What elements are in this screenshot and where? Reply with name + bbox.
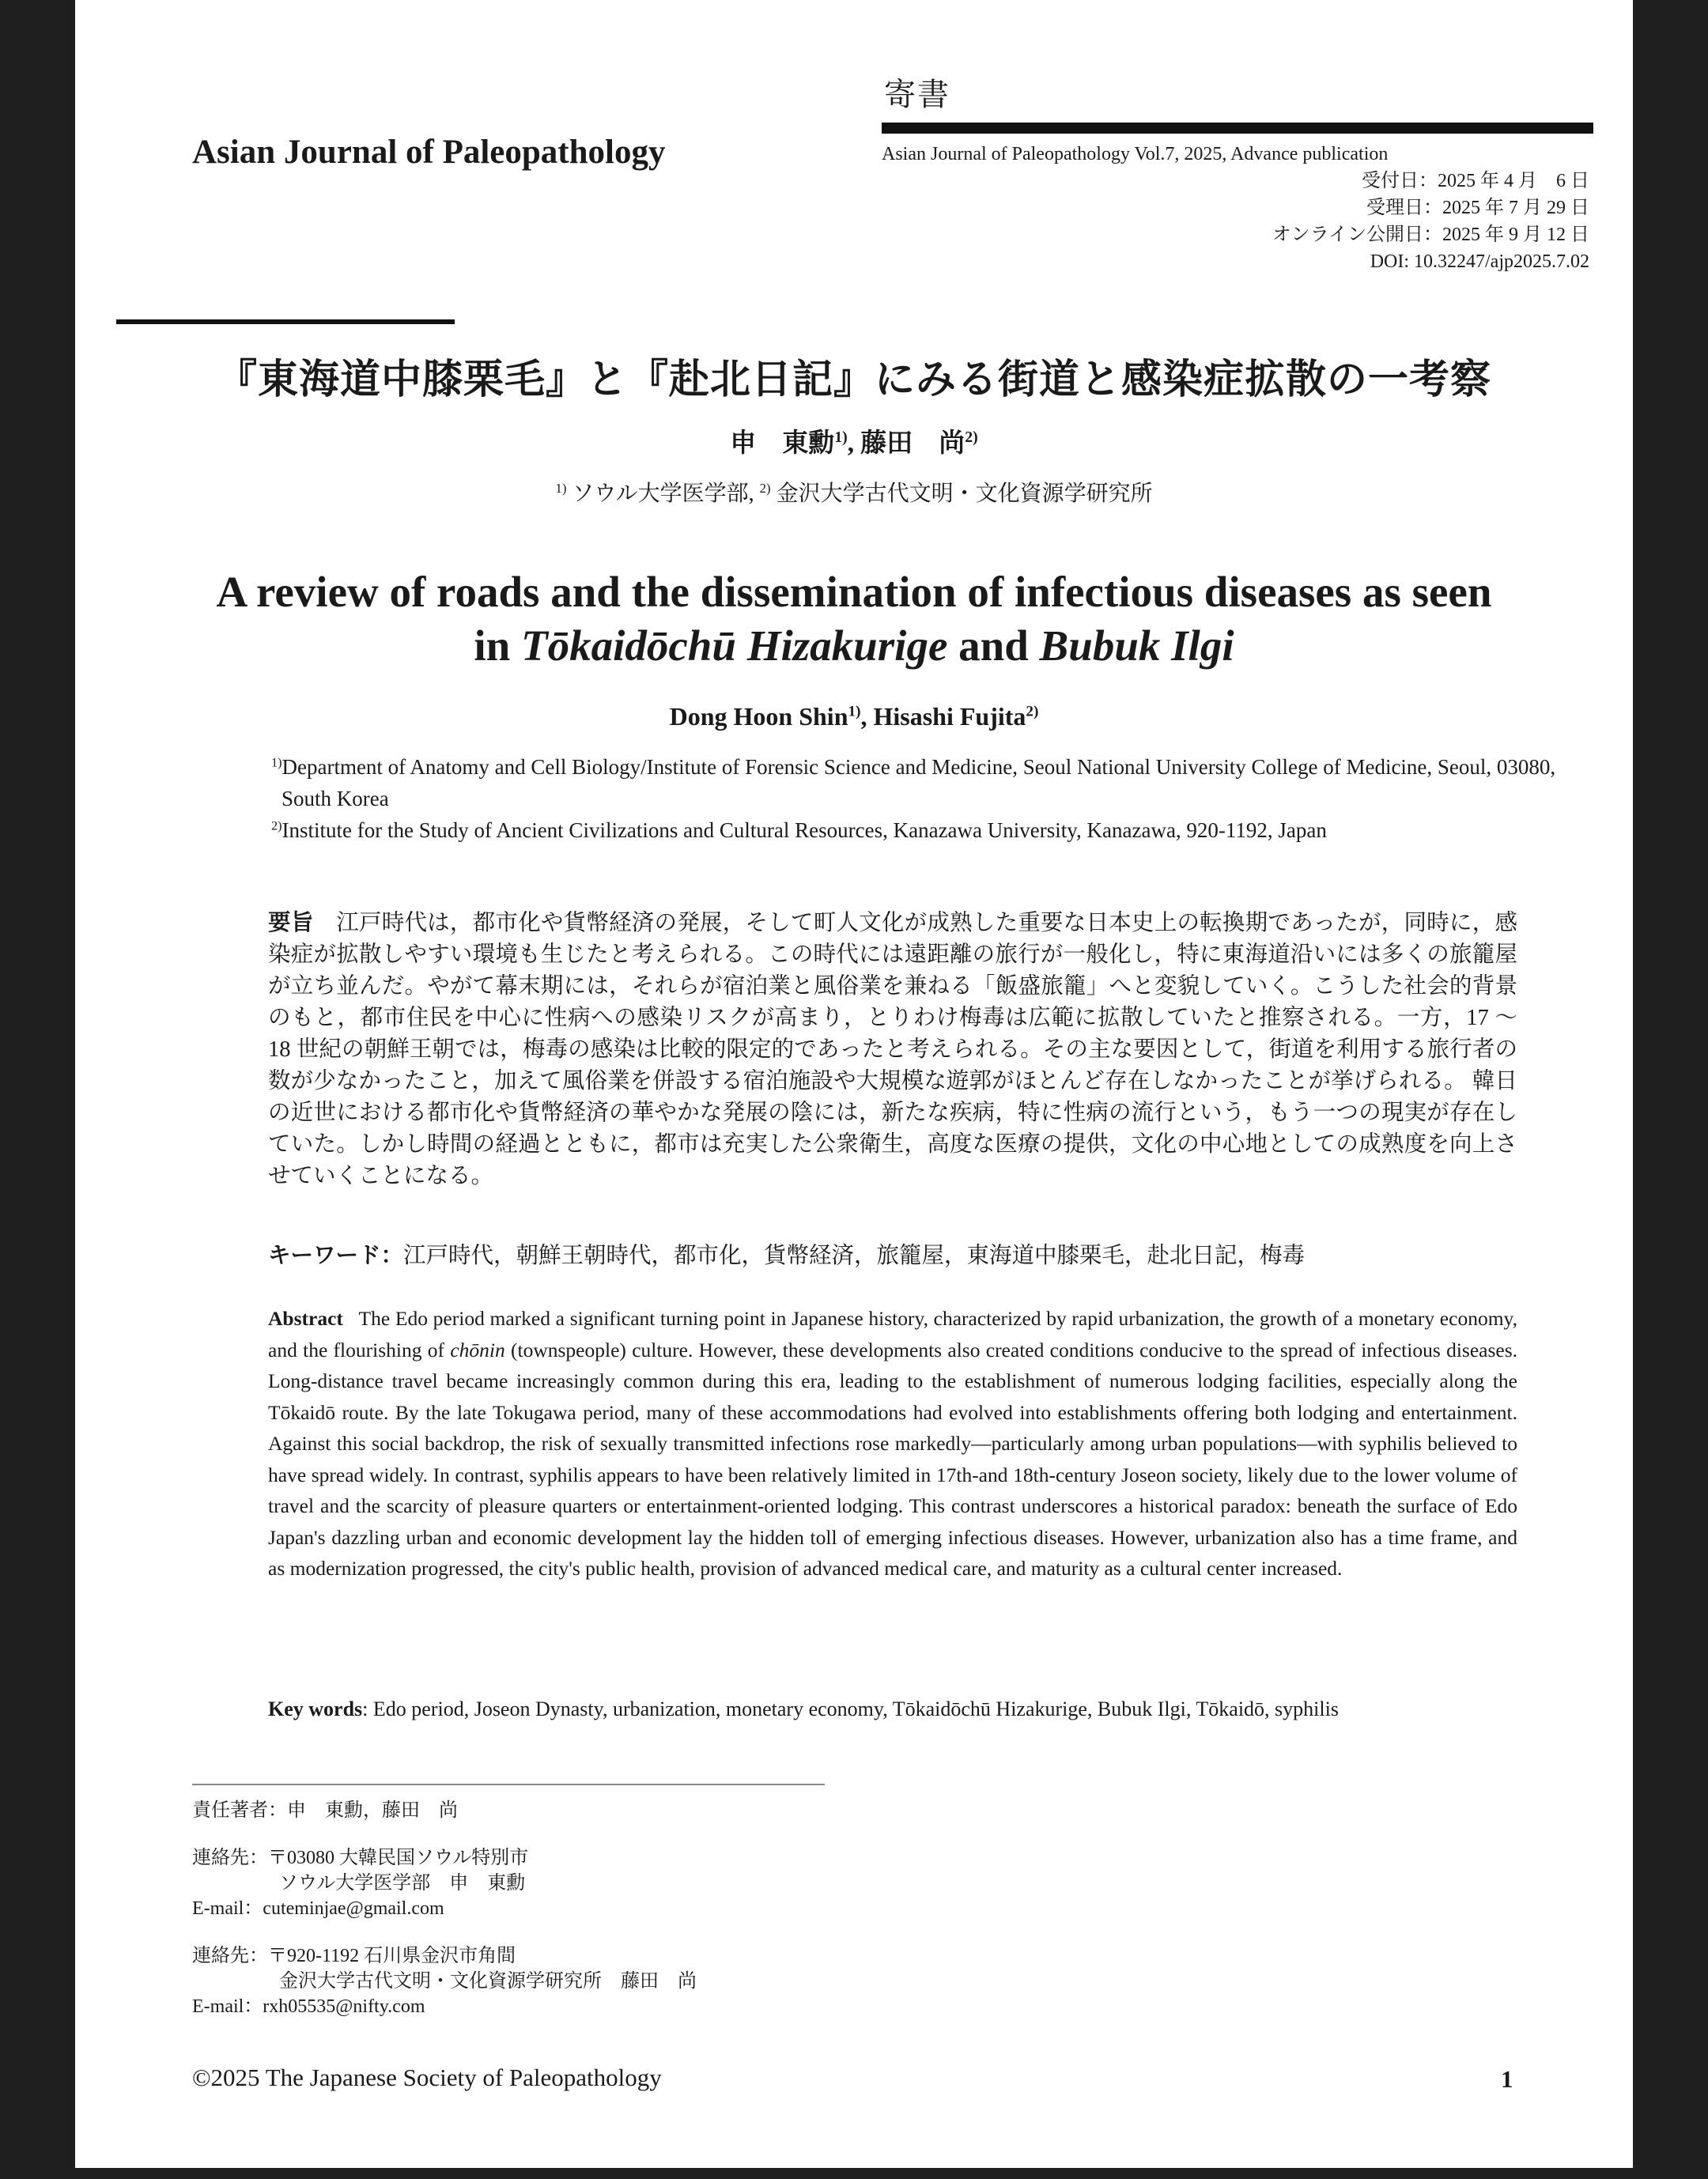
en-title-and: and <box>958 621 1029 670</box>
en-keywords-label: Key words <box>268 1698 363 1720</box>
contact-2-line2: 金沢大学古代文明・文化資源学研究所 藤田 尚 <box>279 1971 697 1992</box>
en-aff-1-text: Department of Anatomy and Cell Biology/Institute of Forensic Science and Medicine, Seoul National University College of Medicine, Seoul, 03080, South Korea <box>282 755 1556 810</box>
paper-page <box>75 0 1633 2168</box>
ja-aff-1-sup: 1) <box>555 480 567 496</box>
en-author-2: , Hisashi Fujita <box>860 702 1026 731</box>
page-number: 1 <box>1501 2065 1513 2093</box>
japanese-keywords <box>268 1237 1517 1270</box>
english-authors <box>75 702 1633 731</box>
ja-author-sep: , <box>847 429 854 458</box>
publication-info <box>882 141 1593 275</box>
received-date: 受付日：2025 年 4 月 6 日 <box>1362 171 1589 191</box>
ja-keywords-label: キーワード： <box>268 1244 404 1268</box>
ja-keywords-text: 江戸時代，朝鮮王朝時代，都市化，貨幣経済，旅籠屋，東海道中膝栗毛，赴北日記，梅毒 <box>403 1244 1306 1268</box>
english-affiliations <box>271 751 1600 846</box>
footnote-rule <box>192 1784 825 1785</box>
contact-2-label: 連絡先： <box>192 1946 268 1966</box>
ja-author-1: 申 東勳 <box>730 429 835 458</box>
en-abstract-label: Abstract <box>268 1307 343 1330</box>
ja-aff-2-sup: 2) <box>759 480 771 496</box>
accepted-date: 受理日：2025 年 7 月 29 日 <box>1366 198 1589 218</box>
contact-2-address: 〒920-1192 石川県金沢市角間 <box>268 1946 516 1966</box>
en-title-work-1: Tōkaidōchū Hizakurige <box>520 621 948 670</box>
en-abstract-part1: The Edo period marked a significant turning point in Japanese history, characterized by rapid urbanization, the growth of a monetary economy, and the flourishing of <box>268 1307 1517 1361</box>
en-aff-2-sup: 2) <box>271 818 282 833</box>
japanese-affiliations <box>75 476 1633 508</box>
en-title-line1: A review of roads and the dissemination of infectious diseases as seen <box>216 568 1492 616</box>
doi: DOI: 10.32247/ajp2025.7.02 <box>1370 251 1589 272</box>
journal-name: Asian Journal of Paleopathology <box>192 134 666 171</box>
en-title-work-2: Bubuk Ilgi <box>1039 621 1234 670</box>
japanese-title: 『東海道中膝栗毛』と『赴北日記』にみる街道と感染症拡散の一考察 <box>216 358 1491 402</box>
ja-author-2: 藤田 尚 <box>860 429 965 458</box>
en-author-1-sup: 1) <box>848 703 861 720</box>
header-rule <box>882 123 1593 134</box>
en-aff-2-text: Institute for the Study of Ancient Civilizations and Cultural Resources, Kanazawa University, Kanazawa, 920-1192, Japan <box>282 818 1327 842</box>
english-abstract <box>268 1303 1517 1584</box>
title-rule <box>116 319 455 324</box>
contact-block-2 <box>192 1943 697 2019</box>
en-keywords-text: : Edo period, Joseon Dynasty, urbanization, monetary economy, Tōkaidōchū Hizakurige, Bubuk Ilgi, Tōkaidō, syphilis <box>362 1698 1339 1720</box>
en-abstract-part2: (townspeople) culture. However, these developments also created conditions conducive to the spread of infectious diseases. Long-distance travel became increasingly common during this era, leading to the establishment of numerous lodging facilities, especially along the Tōkaidō route. By the late Tokugawa period, many of these accommodations had evolved into establishments offering both lodging and entertainment. Against this social backdrop, the risk of sexually transmitted infections rose markedly—particularly among urban populations—with syphilis believed to have spread widely. In contrast, syphilis appears to have been relatively limited in 17th-and 18th-century Joseon society, likely due to the lower volume of travel and the scarcity of pleasure quarters or entertainment-oriented lodging. This contrast underscores a historical paradox: beneath the surface of Edo Japan's dazzling urban and economic development lay the hidden toll of emerging infectious diseases. However, urbanization also has a time frame, and as modernization progressed, the city's public health, provision of advanced medical care, and maturity as a cultural center increased. <box>268 1338 1518 1580</box>
japanese-abstract <box>268 908 1517 1192</box>
ja-author-1-sup: 1) <box>834 429 848 447</box>
contact-block-1 <box>192 1845 528 1921</box>
en-aff-1-sup: 1) <box>271 755 282 770</box>
publication-line: Asian Journal of Paleopathology Vol.7, 2025, Advance publication <box>882 144 1389 164</box>
contact-1-line1 <box>192 1845 528 1871</box>
email-1: E-mail：cuteminjae@gmail.com <box>192 1898 444 1919</box>
contact-1-address: 〒03080 大韓民国ソウル特別市 <box>268 1848 529 1868</box>
contact-1-line2: ソウル大学医学部 申 東勳 <box>279 1873 526 1894</box>
contact-2-line1 <box>192 1943 697 1969</box>
responsible-author: 責任著者：申 東勳，藤田 尚 <box>192 1800 458 1821</box>
en-author-2-sup: 2) <box>1026 703 1039 720</box>
en-title-in: in <box>474 621 511 670</box>
english-keywords <box>268 1694 1517 1724</box>
ja-abstract-text: 江戸時代は，都市化や貨幣経済の発展，そして町人文化が成熟した重要な日本史上の転換期であったが，同時に，感染症が拡散しやすい環境も生じたと考えられる。この時代には遠距離の旅行が一般化し，特に東海道沿いには多くの旅籠屋が立ち並んだ。やがて幕末期には，それらが宿泊業と風俗業を兼ねる「飯盛旅籠」へと変貌していく。こうした社会的背景のもと，都市住民を中心に性病への感染リスクが高まり，とりわけ梅毒は広範に拡散していたと推察される。一方，17 ～ 18 世紀の朝鮮王朝では，梅毒の感染は比較的限定的であったと考えられる。その主な要因として，街道を利用する旅行者の数が少なかったこと，加えて風俗業を併設する宿泊施設や大規模な遊郭がほとんど存在しなかったことが挙げられる。 韓日の近世における都市化や貨幣経済の華やかな発展の陰には，新たな疾病，特に性病の流行という，もう一つの現実が存在していた。しかし時間の経過とともに，都市は充実した公衆衛生，高度な医療の提供，文化の中心地としての成熟度を向上させていくことになる。 <box>268 911 1517 1188</box>
contact-1-label: 連絡先： <box>192 1848 268 1868</box>
copyright: ©2025 The Japanese Society of Paleopathology <box>192 2064 662 2091</box>
en-author-1: Dong Hoon Shin <box>669 702 848 731</box>
en-affiliation-2 <box>271 814 1600 846</box>
ja-aff-1: ソウル大学医学部, <box>572 481 754 506</box>
en-abstract-italic: chōnin <box>450 1338 505 1361</box>
japanese-authors <box>75 422 1633 459</box>
ja-author-2-sup: 2) <box>965 429 978 447</box>
en-affiliation-1 <box>271 751 1600 814</box>
article-category: 寄書 <box>884 77 950 112</box>
english-title <box>154 565 1554 673</box>
online-date: オンライン公開日：2025 年 9 月 12 日 <box>1272 225 1589 245</box>
ja-abstract-label: 要旨 <box>268 911 314 935</box>
ja-aff-2: 金沢大学古代文明・文化資源学研究所 <box>776 481 1153 506</box>
email-2: E-mail：rxh05535@nifty.com <box>192 1996 425 2017</box>
